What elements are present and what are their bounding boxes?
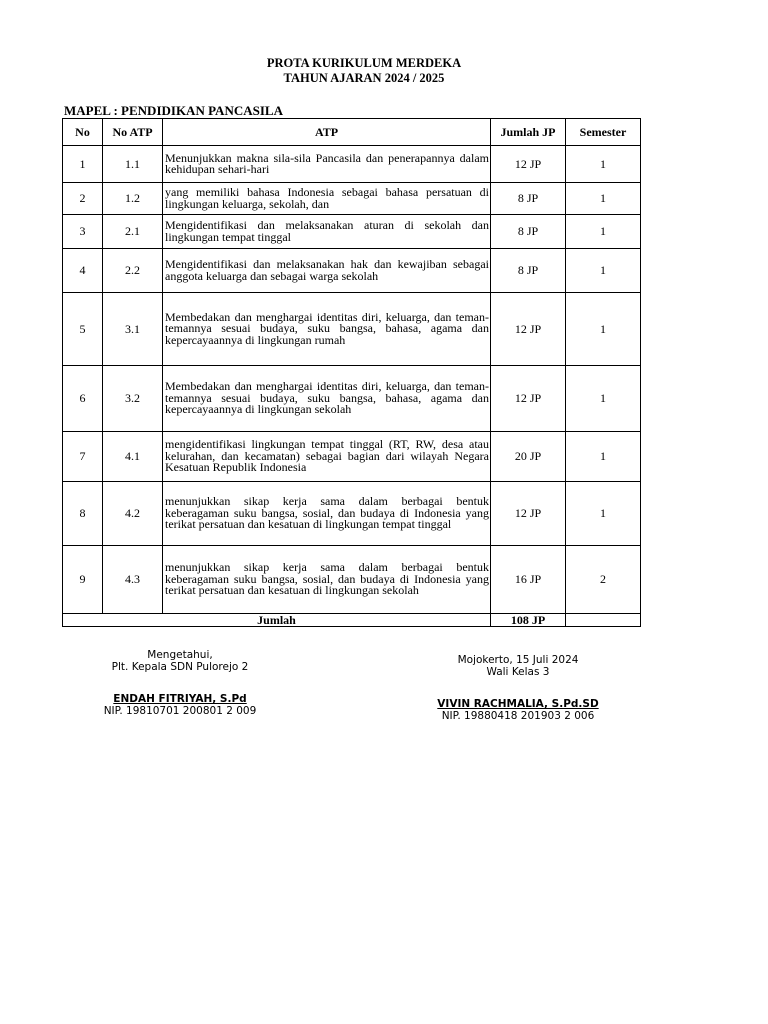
cell-atp: yang memiliki bahasa Indonesia sebagai bahasa persatuan di lingkungan keluarga, sekolah, dan [163, 183, 491, 215]
cell-jumlah-jp: 12 JP [491, 482, 566, 546]
table-row [63, 546, 641, 614]
cell-no: 8 [63, 482, 103, 546]
cell-no-atp: 4.3 [103, 546, 163, 614]
table-row [63, 366, 641, 432]
cell-atp: Menunjukkan makna sila-sila Pancasila dan penerapannya dalam kehidupan sehari-hari [163, 146, 491, 183]
teacher-name: VIVIN RACHMALIA, S.Pd.SD [437, 698, 599, 710]
cell-semester: 1 [566, 432, 641, 482]
table-row [63, 482, 641, 546]
principal-name: ENDAH FITRIYAH, S.Pd [113, 693, 247, 705]
signature-left [80, 649, 280, 717]
column-header-atp: ATP [163, 119, 491, 146]
cell-no-atp: 3.2 [103, 366, 163, 432]
cell-jumlah-jp: 12 JP [491, 366, 566, 432]
column-header-semester: Semester [566, 119, 641, 146]
cell-semester: 1 [566, 249, 641, 293]
total-empty-cell [566, 614, 641, 627]
table-row [63, 249, 641, 293]
table-row [63, 293, 641, 366]
cell-atp: Membedakan dan menghargai identitas diri, keluarga, dan teman-temannya sesuai budaya, suku bangsa, bahasa, agama dan kepercayaannya di lingkungan rumah [163, 293, 491, 366]
table-row [63, 215, 641, 249]
cell-jumlah-jp: 12 JP [491, 146, 566, 183]
cell-no: 1 [63, 146, 103, 183]
cell-semester: 2 [566, 546, 641, 614]
table-header-row [63, 119, 641, 146]
cell-no: 9 [63, 546, 103, 614]
cell-atp: Membedakan dan menghargai identitas diri, keluarga, dan teman-temannya sesuai budaya, suku bangsa, bahasa, agama dan kepercayaannya di lingkungan sekolah [163, 366, 491, 432]
cell-no: 7 [63, 432, 103, 482]
prota-table [62, 118, 641, 627]
cell-no-atp: 4.2 [103, 482, 163, 546]
cell-atp: menunjukkan sikap kerja sama dalam berbagai bentuk keberagaman suku bangsa, sosial, dan budaya di Indonesia yang terikat persatuan dan kesatuan di lingkungan sekolah [163, 546, 491, 614]
column-header-no-atp: No ATP [103, 119, 163, 146]
cell-atp: mengidentifikasi lingkungan tempat tinggal (RT, RW, desa atau kelurahan, dan kecamatan) sebagai bagian dari wilayah Negara Kesatuan Republik Indonesia [163, 432, 491, 482]
cell-jumlah-jp: 16 JP [491, 546, 566, 614]
total-label: Jumlah [63, 614, 491, 627]
cell-semester: 1 [566, 183, 641, 215]
cell-no-atp: 1.1 [103, 146, 163, 183]
cell-no: 6 [63, 366, 103, 432]
cell-semester: 1 [566, 482, 641, 546]
cell-no-atp: 2.2 [103, 249, 163, 293]
academic-year: TAHUN AJARAN 2024 / 2025 [283, 71, 445, 85]
cell-atp: menunjukkan sikap kerja sama dalam berbagai bentuk keberagaman suku bangsa, sosial, dan budaya di Indonesia yang terikat persatuan dan kesatuan di lingkungan tempat tinggal [163, 482, 491, 546]
principal-nip: NIP. 19810701 200801 2 009 [103, 705, 257, 717]
place-date: Mojokerto, 15 Juli 2024 [457, 654, 579, 666]
document-title: PROTA KURIKULUM MERDEKA [266, 56, 462, 70]
cell-atp: Mengidentifikasi dan melaksanakan aturan di sekolah dan lingkungan tempat tinggal [163, 215, 491, 249]
table-row [63, 432, 641, 482]
cell-no-atp: 3.1 [103, 293, 163, 366]
cell-no: 5 [63, 293, 103, 366]
total-row [63, 614, 641, 627]
principal-title: Plt. Kepala SDN Pulorejo 2 [111, 661, 249, 673]
cell-semester: 1 [566, 293, 641, 366]
cell-semester: 1 [566, 215, 641, 249]
table-row [63, 183, 641, 215]
cell-semester: 1 [566, 146, 641, 183]
table-row [63, 146, 641, 183]
cell-no-atp: 4.1 [103, 432, 163, 482]
cell-no-atp: 1.2 [103, 183, 163, 215]
cell-no: 4 [63, 249, 103, 293]
cell-no: 2 [63, 183, 103, 215]
total-jp: 108 JP [491, 614, 566, 627]
teacher-nip: NIP. 19880418 201903 2 006 [441, 710, 595, 722]
column-header-no: No [63, 119, 103, 146]
cell-no: 3 [63, 215, 103, 249]
subject-label: MAPEL : PENDIDIKAN PANCASILA [64, 103, 283, 118]
cell-semester: 1 [566, 366, 641, 432]
cell-jumlah-jp: 8 JP [491, 183, 566, 215]
acknowledgment-label: Mengetahui, [147, 649, 213, 661]
cell-jumlah-jp: 8 JP [491, 249, 566, 293]
cell-no-atp: 2.1 [103, 215, 163, 249]
cell-atp: Mengidentifikasi dan melaksanakan hak dan kewajiban sebagai anggota keluarga dan sebagai warga sekolah [163, 249, 491, 293]
signature-right [418, 654, 618, 722]
cell-jumlah-jp: 20 JP [491, 432, 566, 482]
cell-jumlah-jp: 8 JP [491, 215, 566, 249]
column-header-jumlah-jp: Jumlah JP [491, 119, 566, 146]
cell-jumlah-jp: 12 JP [491, 293, 566, 366]
teacher-title: Wali Kelas 3 [486, 666, 550, 678]
